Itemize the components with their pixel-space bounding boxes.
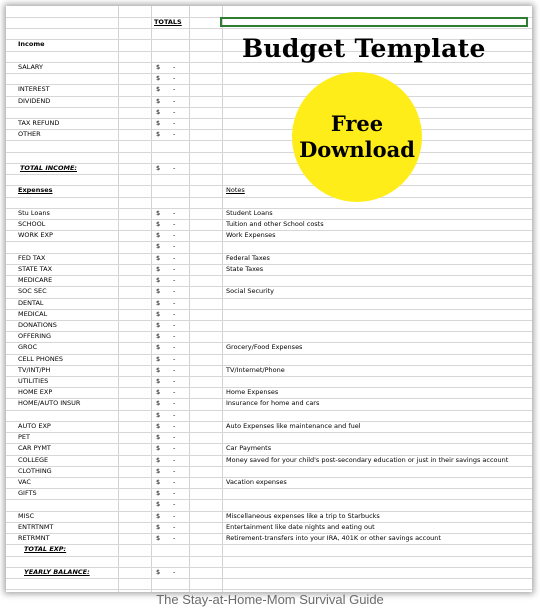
expense-amount[interactable]: - (173, 219, 176, 228)
expense-dollar[interactable]: $ (156, 320, 161, 329)
expense-amount[interactable]: - (173, 455, 176, 464)
expense-note[interactable]: Tuition and other School costs (226, 219, 324, 228)
income-amount[interactable]: - (173, 85, 176, 94)
expense-label[interactable]: MISC (18, 511, 35, 520)
income-label[interactable]: DIVIDEND (18, 96, 51, 105)
expense-note[interactable]: Vacation expenses (226, 478, 287, 487)
expense-label[interactable]: VAC (18, 478, 31, 487)
yearly-balance-dollar[interactable]: $ (156, 567, 161, 576)
income-dollar[interactable]: $ (156, 130, 161, 139)
expense-label[interactable]: MEDICARE (18, 276, 53, 285)
row-gridline (6, 140, 532, 141)
expense-label[interactable]: RETRMNT (18, 534, 50, 543)
expense-dollar[interactable]: $ (156, 343, 161, 352)
expense-amount[interactable]: - (173, 433, 176, 442)
row-gridline (6, 432, 532, 433)
total-income-dollar[interactable]: $ (156, 163, 161, 172)
expense-note[interactable]: Miscellaneous expenses like a trip to Starbucks (226, 511, 380, 520)
free-download-badge (292, 72, 422, 202)
expense-amount[interactable]: - (173, 276, 176, 285)
row-gridline (6, 107, 532, 108)
expense-label[interactable]: Stu Loans (18, 208, 50, 217)
expense-amount[interactable]: - (173, 410, 176, 419)
row-gridline (6, 544, 532, 545)
expense-dollar[interactable]: $ (156, 421, 161, 430)
expense-note[interactable]: Federal Taxes (226, 253, 270, 262)
expense-label[interactable]: HOME EXP (18, 388, 53, 397)
expense-amount[interactable]: - (173, 343, 176, 352)
expense-dollar[interactable]: $ (156, 522, 161, 531)
expense-label[interactable]: COLLEGE (18, 455, 49, 464)
row-gridline (6, 320, 532, 321)
row-gridline (6, 174, 532, 175)
expense-label[interactable]: TV/INT/PH (18, 365, 51, 374)
income-amount[interactable]: - (173, 62, 176, 71)
expense-amount[interactable]: - (173, 444, 176, 453)
expense-note[interactable]: Auto Expenses like maintenance and fuel (226, 421, 361, 430)
expense-amount[interactable]: - (173, 421, 176, 430)
expense-dollar[interactable]: $ (156, 466, 161, 475)
expense-amount[interactable]: - (173, 332, 176, 341)
expense-label[interactable]: WORK EXP (18, 231, 53, 240)
expense-amount[interactable]: - (173, 365, 176, 374)
selected-cell[interactable] (220, 17, 528, 27)
column-gridline (118, 6, 119, 592)
expense-label[interactable]: CLOTHING (18, 466, 52, 475)
expense-amount[interactable]: - (173, 231, 176, 240)
income-dollar[interactable]: $ (156, 107, 161, 116)
income-dollar[interactable]: $ (156, 62, 161, 71)
expense-amount[interactable]: - (173, 298, 176, 307)
row-gridline (6, 275, 532, 276)
expense-label[interactable]: CAR PYMT (18, 444, 51, 453)
yearly-balance-label[interactable]: YEARLY BALANCE: (24, 567, 90, 576)
expense-dollar[interactable]: $ (156, 377, 161, 386)
expense-label[interactable]: GIFTS (18, 489, 37, 498)
row-gridline (6, 556, 532, 557)
expense-note[interactable]: Grocery/Food Expenses (226, 343, 303, 352)
expense-note[interactable]: TV/Internet/Phone (226, 365, 285, 374)
spreadsheet (6, 6, 532, 592)
row-gridline (6, 264, 532, 265)
row-gridline (6, 185, 532, 186)
expense-dollar[interactable]: $ (156, 354, 161, 363)
expense-amount[interactable]: - (173, 388, 176, 397)
row-gridline (6, 298, 532, 299)
income-label[interactable]: SALARY (18, 62, 43, 71)
row-gridline (6, 152, 532, 153)
row-gridline (6, 241, 532, 242)
expense-dollar[interactable]: $ (156, 231, 161, 240)
income-dollar[interactable]: $ (156, 96, 161, 105)
expense-label[interactable]: HOME/AUTO INSUR (18, 399, 81, 408)
expense-dollar[interactable]: $ (156, 309, 161, 318)
expense-label[interactable]: UTILITIES (18, 377, 49, 386)
row-gridline (6, 376, 532, 377)
expense-dollar[interactable]: $ (156, 444, 161, 453)
expense-amount[interactable]: - (173, 511, 176, 520)
expense-dollar[interactable]: $ (156, 332, 161, 341)
expense-dollar[interactable]: $ (156, 219, 161, 228)
expense-amount[interactable]: - (173, 287, 176, 296)
income-label[interactable]: OTHER (18, 130, 41, 139)
row-gridline (6, 466, 532, 467)
expense-dollar[interactable]: $ (156, 298, 161, 307)
expense-dollar[interactable]: $ (156, 478, 161, 487)
row-gridline (6, 331, 532, 332)
expense-dollar[interactable]: $ (156, 511, 161, 520)
income-amount[interactable]: - (173, 74, 176, 83)
expense-amount[interactable]: - (173, 264, 176, 273)
expense-note[interactable]: Retirement-transfers into your IRA, 401K or other savings account (226, 534, 441, 543)
expense-label[interactable]: MEDICAL (18, 309, 48, 318)
notes-heading[interactable]: Notes (226, 186, 245, 195)
expense-amount[interactable]: - (173, 320, 176, 329)
expense-note[interactable]: Car Payments (226, 444, 272, 453)
expense-amount[interactable]: - (173, 522, 176, 531)
expense-label[interactable]: FED TAX (18, 253, 46, 262)
row-gridline (6, 118, 532, 119)
expense-dollar[interactable]: $ (156, 534, 161, 543)
expense-amount[interactable]: - (173, 500, 176, 509)
expense-dollar[interactable]: $ (156, 276, 161, 285)
expense-label[interactable]: GROC (18, 343, 38, 352)
expense-note[interactable]: Insurance for home and cars (226, 399, 320, 408)
expense-dollar[interactable]: $ (156, 264, 161, 273)
row-gridline (6, 578, 532, 579)
expense-dollar[interactable]: $ (156, 455, 161, 464)
badge-line-download: Download (299, 137, 415, 162)
expense-label[interactable]: OFFERING (18, 332, 52, 341)
income-amount[interactable]: - (173, 96, 176, 105)
expense-label[interactable]: SOC SEC (18, 287, 47, 296)
expense-amount[interactable]: - (173, 534, 176, 543)
expense-label[interactable]: STATE TAX (18, 264, 53, 273)
row-gridline (6, 410, 532, 411)
column-gridline (189, 6, 190, 592)
yearly-balance-amount[interactable]: - (173, 567, 176, 576)
expense-note[interactable]: Entertainment like date nights and eating out (226, 522, 375, 531)
budget-template-title: Budget Template (242, 34, 486, 63)
expense-amount[interactable]: - (173, 399, 176, 408)
income-dollar[interactable]: $ (156, 118, 161, 127)
row-gridline (6, 129, 532, 130)
watermark-caption: The Stay-at-Home-Mom Survival Guide (156, 592, 384, 607)
expense-label[interactable]: ENTRTNMT (18, 522, 54, 531)
row-gridline (6, 354, 532, 355)
expense-amount[interactable]: - (173, 466, 176, 475)
expense-label[interactable]: AUTO EXP (18, 421, 51, 430)
expenses-heading[interactable]: Expenses (18, 186, 53, 195)
expense-label[interactable]: SCHOOL (18, 219, 46, 228)
total-income-label[interactable]: TOTAL INCOME: (20, 163, 77, 172)
column-gridline (151, 6, 152, 592)
column-gridline (222, 6, 223, 592)
expense-note[interactable]: Work Expenses (226, 231, 276, 240)
expense-dollar[interactable]: $ (156, 489, 161, 498)
totals-header[interactable]: TOTALS (154, 18, 182, 26)
total-income-amount[interactable]: - (173, 163, 176, 172)
expense-label[interactable]: PET (18, 433, 30, 442)
row-gridline (6, 96, 532, 97)
expense-note[interactable]: Home Expenses (226, 388, 279, 397)
row-gridline (6, 197, 532, 198)
income-dollar[interactable]: $ (156, 85, 161, 94)
income-amount[interactable]: - (173, 107, 176, 116)
expense-amount[interactable]: - (173, 377, 176, 386)
row-gridline (6, 488, 532, 489)
row-gridline (6, 84, 532, 85)
expense-dollar[interactable]: $ (156, 365, 161, 374)
expense-dollar[interactable]: $ (156, 287, 161, 296)
expense-note[interactable]: Social Security (226, 287, 275, 296)
expense-amount[interactable]: - (173, 309, 176, 318)
income-amount[interactable]: - (173, 118, 176, 127)
income-label[interactable]: TAX REFUND (18, 118, 60, 127)
expense-label[interactable]: CELL PHONES (18, 354, 63, 363)
badge-line-free: Free (330, 111, 384, 136)
expense-dollar[interactable]: $ (156, 388, 161, 397)
expense-amount[interactable]: - (173, 242, 176, 251)
row-gridline (6, 163, 532, 164)
expense-dollar[interactable]: $ (156, 410, 161, 419)
expense-amount[interactable]: - (173, 354, 176, 363)
expense-note[interactable]: State Taxes (226, 264, 264, 273)
total-exp-label[interactable]: TOTAL EXP: (24, 545, 67, 554)
expense-amount[interactable]: - (173, 253, 176, 262)
expense-note[interactable]: Money saved for your child's post-secondary education or just in their savings account (226, 455, 509, 464)
expense-note[interactable]: Student Loans (226, 208, 273, 217)
income-amount[interactable]: - (173, 130, 176, 139)
expense-dollar[interactable]: $ (156, 208, 161, 217)
row-gridline (6, 499, 532, 500)
row-gridline (6, 73, 532, 74)
expense-dollar[interactable]: $ (156, 500, 161, 509)
income-heading[interactable]: Income (18, 40, 45, 49)
expense-dollar[interactable]: $ (156, 399, 161, 408)
expense-dollar[interactable]: $ (156, 242, 161, 251)
income-label[interactable]: INTEREST (18, 85, 50, 94)
expense-dollar[interactable]: $ (156, 433, 161, 442)
expense-label[interactable]: DONATIONS (18, 320, 57, 329)
expense-amount[interactable]: - (173, 489, 176, 498)
expense-amount[interactable]: - (173, 208, 176, 217)
income-dollar[interactable]: $ (156, 74, 161, 83)
expense-dollar[interactable]: $ (156, 253, 161, 262)
expense-amount[interactable]: - (173, 478, 176, 487)
expense-label[interactable]: DENTAL (18, 298, 44, 307)
row-gridline (6, 28, 532, 29)
row-gridline (6, 309, 532, 310)
